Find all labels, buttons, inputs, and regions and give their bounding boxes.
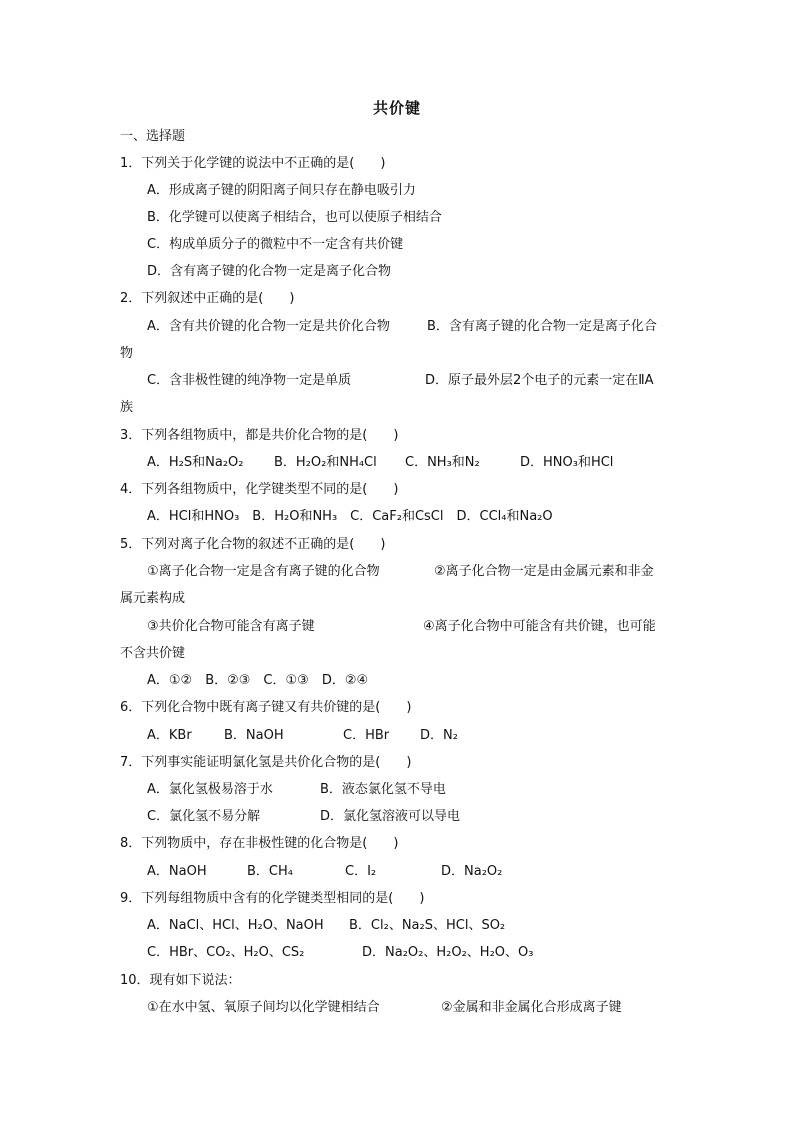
question-6-option-b: B．NaOH [224,728,284,743]
question-8-stem: 8．下列物质中，存在非极性键的化合物是( ) [120,836,399,851]
question-3-option-a: A．H₂S和Na₂O₂ [147,455,244,470]
question-2-option-d-continued: 族 [120,400,134,415]
question-5-options: A．①② B．②③ C．①③ D．②④ [147,673,369,688]
question-9-option-c: C．HBr、CO₂、H₂O、CS₂ [147,945,305,960]
question-7-option-a: A．氯化氢极易溶于水 [147,782,273,797]
question-6-option-a: A．KBr [147,728,192,743]
question-7-option-d: D．氯化氢溶液可以导电 [320,809,461,824]
question-7-stem: 7．下列事实能证明氯化氢是共价化合物的是( ) [120,755,412,770]
question-2-option-c: C．含非极性键的纯净物一定是单质 [147,373,352,388]
question-9-stem: 9．下列每组物质中含有的化学键类型相同的是( ) [120,891,425,906]
question-7-option-c: C．氯化氢不易分解 [147,809,261,824]
section-heading: 一、选择题 [120,129,186,144]
question-10-statement-1: ①在水中氢、氧原子间均以化学键相结合 [147,1000,380,1015]
question-4-options: A．HCl和HNO₃ B．H₂O和NH₃ C．CaF₂和CsCl D．CCl₄和Na₂O [147,509,553,524]
question-9-option-a: A．NaCl、HCl、H₂O、NaOH [147,918,324,933]
question-1-option-b: B．化学键可以使离子相结合，也可以使原子相结合 [147,210,442,225]
question-4-stem: 4．下列各组物质中，化学键类型不同的是( ) [120,482,399,497]
page-title: 共价键 [372,99,421,117]
question-8-option-b: B．CH₄ [247,864,293,879]
question-9-option-b: B．Cl₂、Na₂S、HCl、SO₂ [349,918,506,933]
question-1-stem: 1．下列关于化学键的说法中不正确的是( ) [120,156,386,171]
question-10-stem: 10．现有如下说法： [120,973,241,988]
question-1-option-c: C．构成单质分子的微粒中不一定含有共价键 [147,237,404,252]
question-5-statement-2: ②离子化合物一定是由金属元素和非金 [434,564,654,579]
question-5-statement-4-continued: 不含共价键 [120,646,186,661]
question-2-stem: 2．下列叙述中正确的是( ) [120,291,295,306]
question-6-option-d: D．N₂ [420,728,458,743]
question-1-option-d: D．含有离子键的化合物一定是离子化合物 [147,264,392,279]
question-3-stem: 3．下列各组物质中，都是共价化合物的是( ) [120,428,399,443]
question-2-option-d: D．原子最外层2个电子的元素一定在ⅡA [425,373,654,388]
question-8-option-a: A．NaOH [147,864,207,879]
question-8-option-c: C．I₂ [345,864,377,879]
question-2-option-b: B．含有离子键的化合物一定是离子化合 [427,319,657,334]
question-3-option-b: B．H₂O₂和NH₄Cl [274,455,377,470]
question-3-option-c: C．NH₃和N₂ [405,455,480,470]
question-2-option-a: A．含有共价键的化合物一定是共价化合物 [147,319,390,334]
question-5-stem: 5．下列对离子化合物的叙述不正确的是( ) [120,537,386,552]
question-5-statement-3: ③共价化合物可能含有离子键 [147,619,315,634]
question-7-option-b: B．液态氯化氢不导电 [320,782,446,797]
question-2-option-b-continued: 物 [120,346,134,361]
question-5-statement-2-continued: 属元素构成 [120,591,186,606]
question-3-option-d: D．HNO₃和HCl [520,455,614,470]
question-8-option-d: D．Na₂O₂ [441,864,503,879]
question-5-statement-1: ①离子化合物一定是含有离子键的化合物 [147,564,380,579]
question-6-option-c: C．HBr [343,728,390,743]
question-9-option-d: D．Na₂O₂、H₂O₂、H₂O、O₃ [362,945,534,960]
question-1-option-a: A．形成离子键的阴阳离子间只存在静电吸引力 [147,183,416,198]
question-5-statement-4: ④离子化合物中可能含有共价键，也可能 [423,619,656,634]
question-6-stem: 6．下列化合物中既有离子键又有共价键的是( ) [120,700,412,715]
question-10-statement-2: ②金属和非金属化合形成离子键 [441,1000,622,1015]
